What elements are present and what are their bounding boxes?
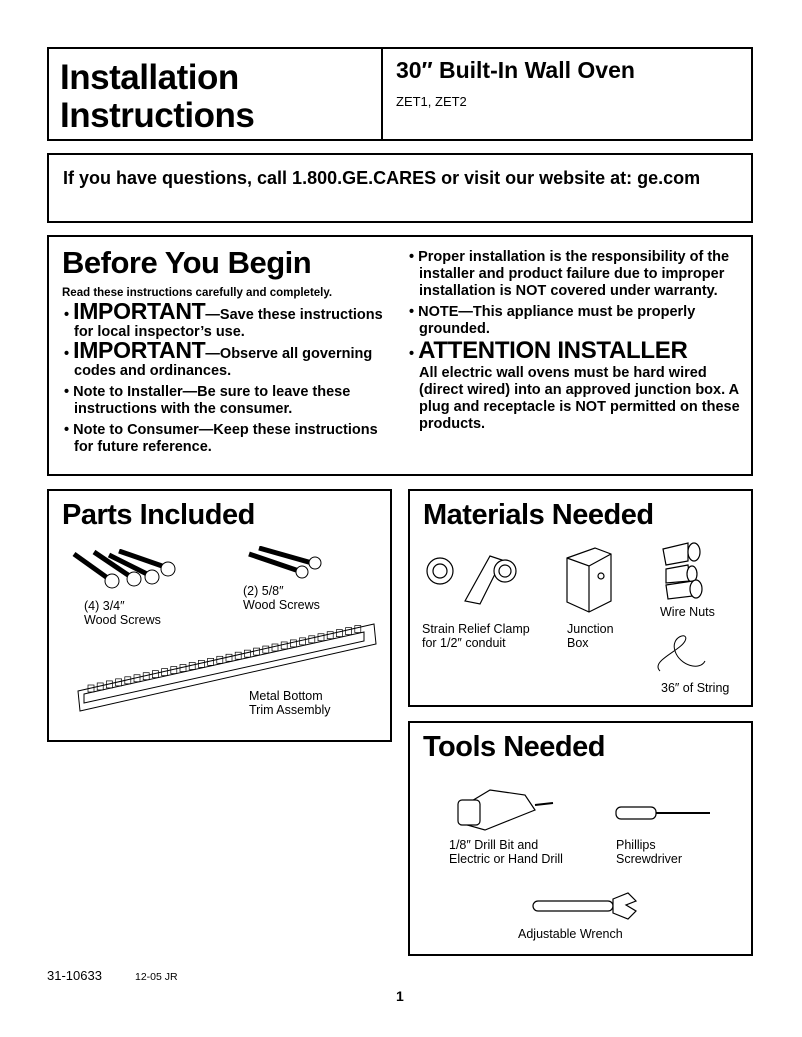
string-label: 36″ of String: [661, 681, 730, 695]
bullet-text: —Save these instructions for local inspector’s use.: [74, 307, 383, 340]
title-line: Instructions: [60, 96, 255, 135]
bullet-item: • Note to Installer—Be sure to leave these instructions with the consumer.: [64, 384, 351, 417]
bullet-text: —Observe all governing codes and ordinances.: [74, 346, 373, 379]
label-line: Junction: [567, 622, 614, 636]
attention-item: • ATTENTION INSTALLER: [409, 337, 688, 364]
right-bullets: [407, 249, 747, 433]
tools-needed-section: [408, 721, 753, 956]
label-line: 1/8″ Drill Bit and: [449, 838, 539, 852]
bullet-text: Note to Installer—Be sure to leave these instructions with the consumer.: [73, 384, 351, 417]
document-title: [60, 59, 254, 135]
attention-heading: ATTENTION INSTALLER: [418, 337, 688, 364]
contact-text: If you have questions, call 1.800.GE.CARES or visit our website at: ge.com: [63, 168, 701, 188]
revision-code: 12-05 JR: [135, 971, 178, 983]
left-bullets: [62, 298, 392, 456]
bullet-lead: IMPORTANT: [73, 298, 206, 324]
string-illustration: [650, 631, 710, 676]
bullet-item: • NOTE—This appliance must be properly grounded.: [409, 304, 696, 337]
screwdriver-label: [616, 838, 682, 866]
screws-5-8-label: [243, 584, 320, 612]
bullet-item: • Proper installation is the responsibility of the installer and product failure due to improper installation is NOT covered under warranty.: [409, 249, 730, 299]
wood-screws-3-4-illustration: [69, 549, 184, 594]
wire-nuts-illustration: [658, 541, 708, 601]
questions-box: [47, 153, 753, 223]
bullet-text: Proper installation is the responsibility of the installer and product failure due to improper installation is NOT covered under warranty.: [418, 249, 730, 299]
materials-needed-section: [408, 489, 753, 707]
section-heading: Before You Begin: [62, 245, 312, 280]
label-line: for 1/2″ conduit: [422, 636, 506, 650]
label-line: (4) 3/4″: [84, 599, 125, 613]
label-line: (2) 5/8″: [243, 584, 284, 598]
label-line: Trim Assembly: [249, 703, 331, 717]
junction-box-label: [567, 622, 614, 650]
screwdriver-illustration: [614, 803, 714, 823]
parts-included-section: [47, 489, 392, 742]
before-you-begin-section: [47, 235, 753, 476]
intro-text: Read these instructions carefully and completely.: [62, 287, 333, 299]
section-heading: Tools Needed: [423, 731, 605, 763]
section-heading: Materials Needed: [423, 499, 654, 531]
bullet-text: NOTE—This appliance must be properly grounded.: [418, 304, 696, 337]
product-box: [381, 47, 753, 141]
document-number: 31-10633: [47, 968, 102, 983]
bullet-item: • IMPORTANT—Save these instructions for local inspector’s use.: [64, 298, 383, 340]
wood-screws-5-8-illustration: [244, 546, 324, 581]
junction-box-illustration: [565, 546, 615, 614]
bullet-lead: IMPORTANT: [73, 337, 206, 363]
label-line: Phillips: [616, 838, 656, 852]
drill-label: [449, 838, 563, 866]
title-box: [47, 47, 383, 141]
label-line: Screwdriver: [616, 852, 682, 866]
trim-assembly-illustration: [74, 619, 384, 724]
bullet-text: Note to Consumer—Keep these instructions for future reference.: [73, 422, 378, 455]
trim-label: [249, 689, 331, 717]
section-heading: Parts Included: [62, 499, 255, 531]
attention-text: All electric wall ovens must be hard wired (direct wired) into an approved junction box. A plug and receptacle is NOT permitted on these products.: [419, 365, 740, 432]
title-line: Installation: [60, 58, 239, 97]
model-numbers: ZET1, ZET2: [396, 94, 467, 109]
label-line: Wood Screws: [84, 613, 161, 627]
product-title: 30″ Built-In Wall Oven: [396, 57, 635, 83]
bullet-item: • IMPORTANT—Observe all governing codes and ordinances.: [64, 337, 373, 379]
strain-relief-clamp-illustration: [420, 546, 520, 611]
bullet-item: • Note to Consumer—Keep these instructions for future reference.: [64, 422, 378, 455]
label-line: Electric or Hand Drill: [449, 852, 563, 866]
label-line: Strain Relief Clamp: [422, 622, 530, 636]
label-line: Box: [567, 636, 589, 650]
wrench-illustration: [528, 891, 638, 921]
drill-illustration: [455, 775, 555, 833]
wire-nuts-label: Wire Nuts: [660, 605, 715, 619]
label-line: Wood Screws: [243, 598, 320, 612]
clamp-label: [422, 622, 530, 650]
wrench-label: Adjustable Wrench: [518, 927, 623, 941]
page-number: 1: [396, 988, 404, 1004]
label-line: Metal Bottom: [249, 689, 323, 703]
